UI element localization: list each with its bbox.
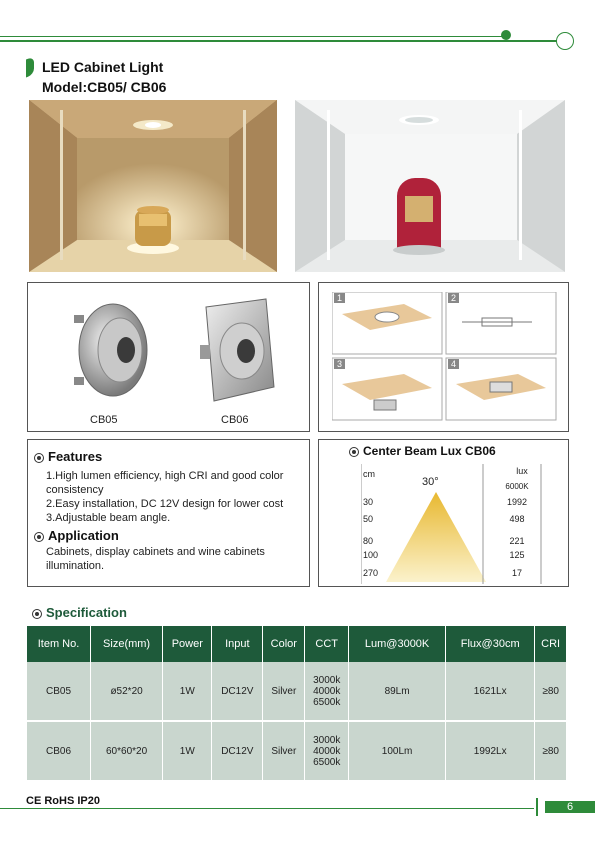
- application-heading-text: Application: [48, 528, 119, 543]
- page-title: LED Cabinet Light: [42, 59, 164, 75]
- product-images-panel: [27, 282, 310, 432]
- spec-heading: [32, 605, 127, 620]
- spec-header-row: [27, 626, 567, 662]
- certification-marks: CE RoHS IP20: [26, 795, 100, 807]
- beam-lux-panel: [318, 439, 569, 587]
- warm-cabinet-photo: [29, 100, 277, 272]
- spec-col-header: CRI: [535, 626, 567, 662]
- spec-cell: 1W: [163, 721, 212, 781]
- bullet-icon: [32, 609, 42, 619]
- beam-distance: 100: [363, 550, 379, 560]
- spec-cell: ≥80: [535, 662, 567, 721]
- spec-col-header: Flux@30cm: [446, 626, 535, 662]
- header-ring: [556, 32, 574, 50]
- cct-value: 3000k: [313, 734, 341, 746]
- beam-distance: 270: [363, 568, 379, 578]
- spec-table: [27, 626, 567, 782]
- spec-col-header: Color: [263, 626, 305, 662]
- header-dot: [501, 30, 511, 40]
- spec-col-header: Lum@3000K: [349, 626, 446, 662]
- beam-lux-value: 221: [509, 536, 525, 546]
- beam-lux-value: 1992: [506, 497, 528, 507]
- beam-angle: 30°: [422, 476, 439, 488]
- cb05-product-image: [68, 295, 158, 405]
- spec-cell: 89Lm: [349, 662, 446, 721]
- beam-heading-text: Center Beam Lux CB06: [363, 444, 496, 458]
- header-rule: [0, 40, 560, 42]
- bullet-icon: [349, 447, 359, 457]
- spec-cell: 100Lm: [349, 721, 446, 781]
- features-panel: [27, 439, 310, 587]
- title-marker-icon: [26, 57, 34, 78]
- page-number: 6: [545, 801, 595, 813]
- spec-cell: 60*60*20: [91, 721, 163, 781]
- step-4-label: 4: [448, 359, 459, 369]
- cct-value: 4000k: [313, 685, 341, 697]
- beam-lux-value: 17: [511, 568, 522, 578]
- spec-cell-cct: [305, 721, 349, 781]
- footer-rule: [0, 808, 534, 809]
- beam-distance: 80: [363, 536, 374, 546]
- cool-cabinet-photo: [295, 100, 565, 272]
- cct-value: 4000k: [313, 745, 341, 757]
- spec-cell: ≥80: [535, 721, 567, 781]
- spec-col-header: Input: [212, 626, 263, 662]
- feature-item: 1.High lumen efficiency, high CRI and good color consistency: [46, 470, 284, 496]
- cct-value: 6500k: [313, 756, 341, 768]
- spec-col-header: Power: [163, 626, 212, 662]
- beam-lux-value: 125: [509, 550, 525, 560]
- spec-heading-text: Specification: [46, 605, 127, 620]
- spec-cell: ø52*20: [91, 662, 163, 721]
- step-1-label: 1: [334, 293, 345, 303]
- beam-distance: 50: [363, 514, 374, 524]
- beam-heading: [349, 444, 496, 458]
- features-heading: [34, 449, 102, 464]
- table-row: [27, 662, 567, 721]
- cb06-label: CB06: [221, 414, 249, 426]
- spec-col-header: Size(mm): [91, 626, 163, 662]
- cct-value: 6500k: [313, 696, 341, 708]
- spec-cell: 1W: [163, 662, 212, 721]
- beam-unit-cm: cm: [363, 469, 375, 479]
- spec-col-header: Item No.: [27, 626, 91, 662]
- table-row: [27, 721, 567, 781]
- spec-cell: 1992Lx: [446, 721, 535, 781]
- beam-unit-lux: lux: [516, 466, 528, 476]
- step-2-label: 2: [448, 293, 459, 303]
- features-list: [46, 469, 308, 525]
- cct-value: 3000k: [313, 674, 341, 686]
- step-3-label: 3: [334, 359, 345, 369]
- features-heading-text: Features: [48, 449, 103, 464]
- spec-cell-cct: [305, 662, 349, 721]
- cb05-label: CB05: [90, 414, 118, 426]
- installation-panel: [318, 282, 569, 432]
- beam-distance: 30: [363, 497, 374, 507]
- bullet-icon: [34, 532, 44, 542]
- application-heading: [34, 528, 119, 543]
- spec-cell: Silver: [263, 721, 305, 781]
- beam-cct: 6000K: [505, 482, 529, 491]
- spec-col-header: CCT: [305, 626, 349, 662]
- cb06-product-image: [196, 297, 276, 405]
- application-text: Cabinets, display cabinets and wine cabinets illumination.: [46, 546, 265, 572]
- beam-lux-value: 498: [509, 514, 525, 524]
- feature-item: 3.Adjustable beam angle.: [46, 512, 171, 524]
- footer-tick: [536, 798, 538, 816]
- bullet-icon: [34, 453, 44, 463]
- feature-item: 2.Easy installation, DC 12V design for lower cost: [46, 498, 284, 510]
- spec-cell: DC12V: [212, 662, 263, 721]
- installation-steps-diagram: [332, 292, 557, 422]
- header-rule-thin: [0, 36, 505, 37]
- spec-cell: DC12V: [212, 721, 263, 781]
- spec-cell: Silver: [263, 662, 305, 721]
- spec-cell: 1621Lx: [446, 662, 535, 721]
- spec-cell: CB05: [27, 662, 91, 721]
- model-number: Model:CB05/ CB06: [42, 79, 167, 95]
- spec-cell: CB06: [27, 721, 91, 781]
